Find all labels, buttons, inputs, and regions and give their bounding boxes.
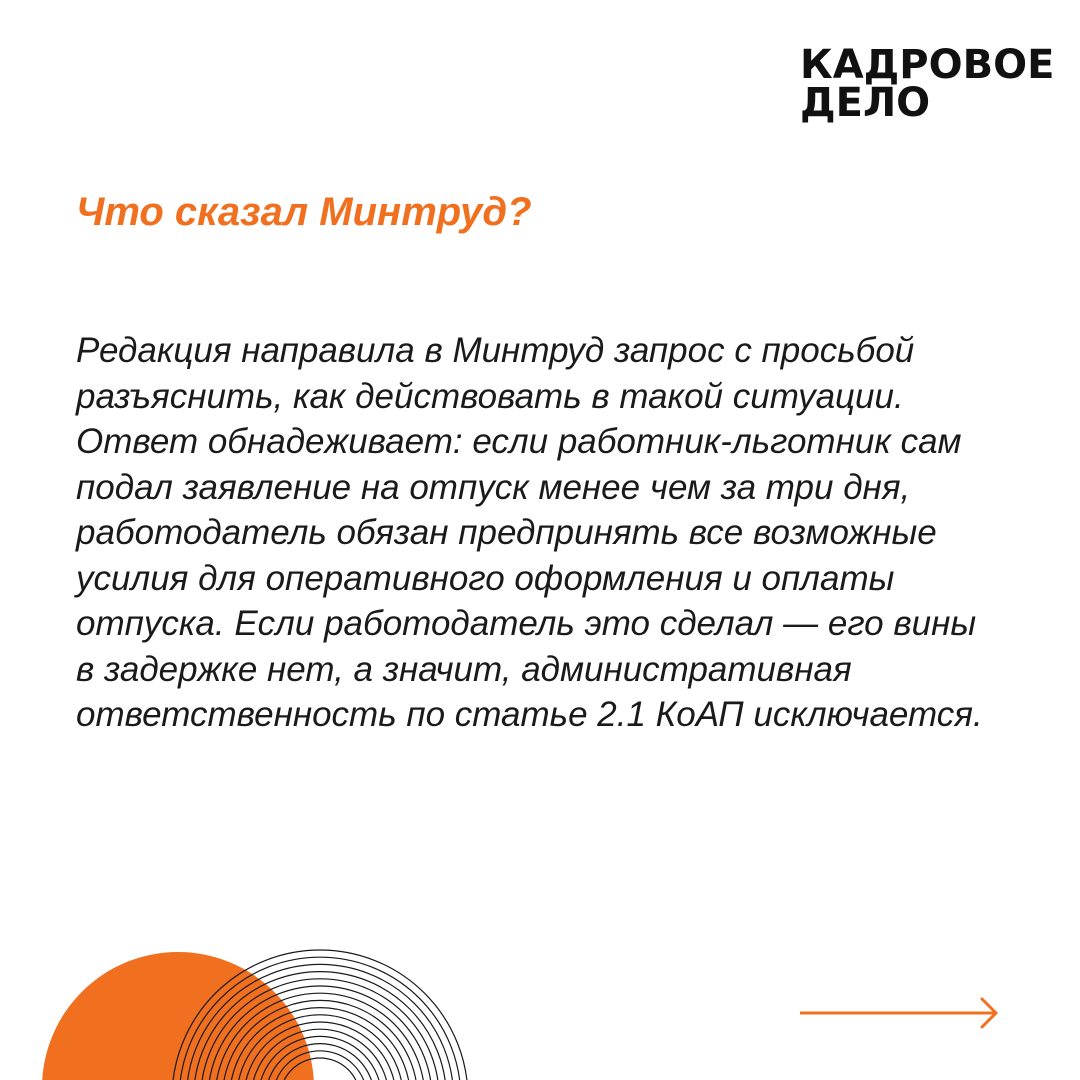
ring xyxy=(251,1029,389,1080)
body-line: в задержке нет, а значит, административная xyxy=(76,649,852,689)
ring xyxy=(273,1051,367,1080)
ring xyxy=(222,1000,417,1080)
ring xyxy=(280,1058,360,1080)
arrow-right-icon[interactable] xyxy=(800,996,1000,1030)
body-line: ответственность по статье 2.1 КоАП исключается. xyxy=(76,695,983,734)
orange-circle xyxy=(42,952,314,1080)
body-line: работодатель обязан предпринять все возможные xyxy=(76,513,937,552)
brand-line-2: ДЕЛО xyxy=(800,80,931,126)
body-line: отпуска. Если работодатель это сделал — его вины xyxy=(76,604,977,643)
body-line: Ответ обнадеживает: если работник-льготник сам xyxy=(76,422,962,461)
body-line: усилия для оперативного оформления и оплаты xyxy=(76,558,895,598)
ring xyxy=(208,986,432,1080)
brand-line-1: КАДРОВОЕ xyxy=(800,42,1055,88)
ring xyxy=(215,993,425,1080)
ring xyxy=(258,1036,381,1080)
page-title: Что сказал Минтруд? xyxy=(76,190,532,234)
ring xyxy=(230,1008,411,1080)
ring xyxy=(237,1015,403,1080)
ring xyxy=(179,957,461,1080)
ring xyxy=(201,979,439,1080)
ring xyxy=(172,950,468,1080)
brand-logo xyxy=(800,42,1055,126)
ring xyxy=(186,964,453,1080)
body-line: подал заявление на отпуск менее чем за три дня, xyxy=(76,467,911,507)
body-line: разъяснить, как действовать в такой ситуации. xyxy=(76,376,904,416)
ring xyxy=(244,1022,396,1080)
body-line: Редакция направила в Минтруд запрос с просьбой xyxy=(76,331,915,370)
ring xyxy=(266,1044,375,1080)
concentric-rings xyxy=(172,950,468,1080)
ring xyxy=(194,972,447,1080)
body-text xyxy=(76,328,1056,738)
